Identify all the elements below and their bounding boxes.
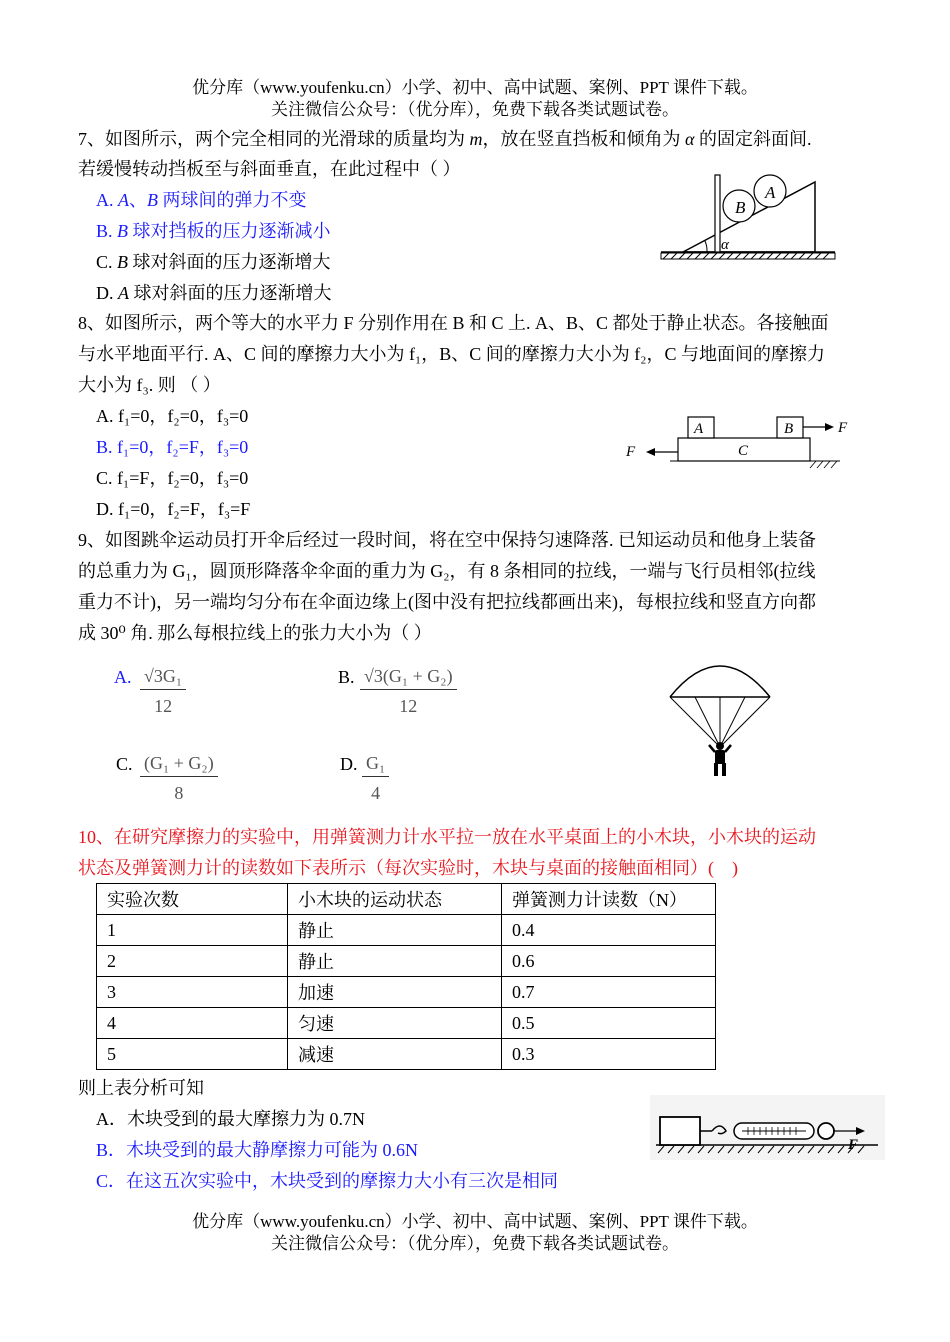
q9-option-a-denominator: 12	[154, 696, 173, 716]
pull-force-label: F	[848, 1137, 859, 1153]
table-cell: 0.3	[502, 1039, 716, 1070]
q8-blocks-figure	[620, 412, 860, 474]
q9-option-a-fraction[interactable]	[140, 666, 186, 717]
force-left-arrowhead	[646, 448, 655, 456]
q7-incline-figure	[655, 170, 840, 265]
suspension-lines	[670, 697, 770, 747]
vertical-baffle	[715, 175, 720, 252]
q8-option-c[interactable]: C. f₁=F，f₂=0，f₃=0	[96, 468, 249, 488]
q10-stem-line-1: 10、在研究摩擦力的实验中，用弹簧测力计水平拉一放在水平桌面上的小木块，小木块的运动	[78, 827, 816, 847]
q10-analysis-lead: 则上表分析可知	[78, 1078, 204, 1098]
q9-option-a-numerator: √3G₁	[140, 666, 186, 690]
header-line-2: 关注微信公众号：（优分库），免费下载各类试题试卷。	[271, 100, 679, 119]
force-left-label: F	[626, 444, 636, 460]
q9-option-c-denominator: 8	[174, 783, 184, 803]
canopy	[670, 666, 770, 697]
q9-stem-line-3: 重力不计)，另一端均匀分布在伞面边缘上(图中没有把拉线都画出来)，每根拉线和竖直方向都	[78, 592, 816, 612]
table-cell: 0.4	[502, 915, 716, 946]
q7-stem-line-1: 7、如图所示，两个完全相同的光滑球的质量均为 m，放在竖直挡板和倾角为 α 的固定斜面间.	[78, 129, 812, 149]
q7-option-b[interactable]: B. B 球对挡板的压力逐渐减小	[96, 221, 331, 241]
table-row	[97, 1039, 716, 1070]
q8-option-d[interactable]: D. f₁=0，f₂=F，f₃=F	[96, 499, 251, 519]
table-row	[97, 915, 716, 946]
q7-option-d[interactable]: D. A 球对斜面的压力逐渐增大	[96, 283, 332, 303]
wooden-block	[660, 1117, 700, 1145]
q9-option-c-label[interactable]: C.	[116, 754, 133, 774]
q7-stem-line-2: 若缓慢转动挡板至与斜面垂直，在此过程中（ ）	[78, 159, 461, 179]
q9-stem-line-2: 的总重力为 G₁，圆顶形降落伞伞面的重力为 G₂，有 8 条相同的拉线，一端与飞行员相邻(拉线	[78, 561, 816, 581]
q7-option-c[interactable]: C. B 球对斜面的压力逐渐增大	[96, 252, 331, 272]
table-header-cell: 实验次数	[97, 884, 288, 915]
ball-a-label: A	[765, 183, 776, 202]
footer-line-1: 优分库（www.youfenku.cn）小学、初中、高中试题、案例、PPT 课件下载。	[192, 1212, 758, 1231]
table-cell: 静止	[288, 946, 502, 977]
q10-stem-line-2: 状态及弹簧测力计的读数如下表所示（每次实验时，木块与桌面的接触面相同）( )	[78, 858, 738, 878]
header-line-1: 优分库（www.youfenku.cn）小学、初中、高中试题、案例、PPT 课件下载。	[192, 78, 758, 97]
force-right-arrowhead	[825, 423, 834, 431]
table-cell: 2	[97, 946, 288, 977]
q8-option-b[interactable]: B. f₁=0，f₂=F，f₃=0	[96, 437, 249, 457]
table-cell: 0.5	[502, 1008, 716, 1039]
block-b-label: B	[784, 421, 794, 437]
table-cell: 加速	[288, 977, 502, 1008]
force-right-label: F	[838, 420, 848, 436]
table-row	[97, 1008, 716, 1039]
table-cell: 静止	[288, 915, 502, 946]
ground-hatch	[661, 252, 835, 259]
angle-arc	[705, 241, 707, 252]
q10-option-a[interactable]: A．木块受到的最大摩擦力为 0.7N	[96, 1109, 365, 1129]
table-cell: 减速	[288, 1039, 502, 1070]
table-cell: 匀速	[288, 1008, 502, 1039]
q8-stem-line-3: 大小为 f₃. 则 （ ）	[78, 375, 221, 395]
q9-option-c-fraction[interactable]	[140, 753, 218, 804]
experiment-table	[96, 883, 716, 1070]
table-cell: 5	[97, 1039, 288, 1070]
q9-option-c-numerator: (G₁ + G₂)	[140, 753, 218, 777]
ground-hatch	[810, 461, 837, 468]
q9-option-d-fraction[interactable]	[362, 753, 389, 804]
q10-spring-scale-figure	[650, 1095, 885, 1160]
q10-option-b[interactable]: B．木块受到的最大静摩擦力可能为 0.6N	[96, 1140, 419, 1160]
q10-option-c[interactable]: C．在这五次实验中，木块受到的摩擦力大小有三次是相同	[96, 1171, 559, 1191]
q9-stem-line-1: 9、如图跳伞运动员打开伞后经过一段时间，将在空中保持匀速降落. 已知运动员和他身上装备	[78, 530, 816, 550]
footer-line-2: 关注微信公众号：（优分库），免费下载各类试题试卷。	[271, 1234, 679, 1253]
q9-option-b-fraction[interactable]	[360, 666, 457, 717]
ball-b-label: B	[735, 198, 746, 217]
table-cell: 4	[97, 1008, 288, 1039]
q8-option-a[interactable]: A. f₁=0，f₂=0，f₃=0	[96, 406, 249, 426]
table-row	[97, 946, 716, 977]
angle-label: α	[721, 237, 729, 253]
table-cell: 0.6	[502, 946, 716, 977]
q9-option-b-denominator: 12	[399, 696, 418, 716]
q8-stem-line-1: 8、如图所示，两个等大的水平力 F 分别作用在 B 和 C 上. A、B、C 都处于静止状态。各接触面	[78, 313, 829, 333]
table-header-cell: 弹簧测力计读数（N）	[502, 884, 716, 915]
q7-option-a[interactable]: A. A、B 两球间的弹力不变	[96, 190, 307, 210]
q9-option-d-label[interactable]: D.	[340, 754, 358, 774]
q9-option-a-label[interactable]: A.	[114, 667, 132, 687]
q9-option-d-numerator: G₁	[362, 753, 389, 777]
block-a-label: A	[694, 421, 704, 437]
table-cell: 0.7	[502, 977, 716, 1008]
table-row	[97, 977, 716, 1008]
pull-ring	[818, 1123, 834, 1139]
table-header-cell: 小木块的运动状态	[288, 884, 502, 915]
q9-stem-line-4: 成 30⁰ 角. 那么每根拉线上的张力大小为（ ）	[78, 623, 432, 643]
q9-option-d-denominator: 4	[371, 783, 381, 803]
table-header-row	[97, 884, 716, 915]
parachutist	[709, 742, 731, 776]
q9-option-b-numerator: √3(G₁ + G₂)	[360, 666, 457, 690]
q9-option-b-label[interactable]: B.	[338, 667, 355, 687]
q8-stem-line-2: 与水平地面平行. A、C 间的摩擦力大小为 f₁，B、C 间的摩擦力大小为 f₂，C 与地面间的摩擦力	[78, 344, 826, 364]
table-cell: 1	[97, 915, 288, 946]
block-c-label: C	[738, 443, 749, 459]
table-cell: 3	[97, 977, 288, 1008]
q9-parachute-figure	[665, 655, 775, 780]
